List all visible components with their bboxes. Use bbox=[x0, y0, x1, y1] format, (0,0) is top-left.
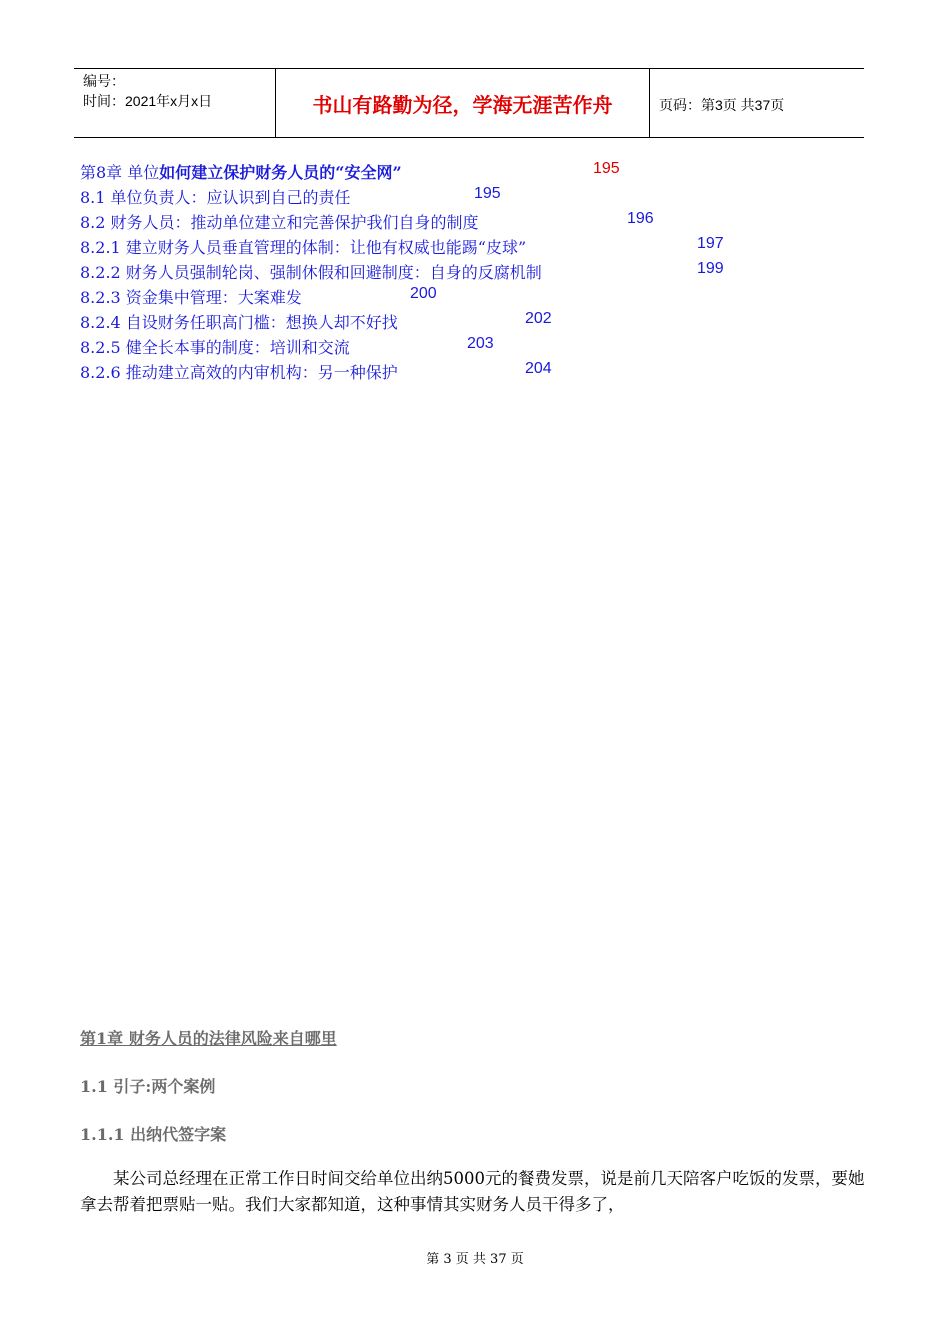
body-paragraph: 某公司总经理在正常工作日时间交给单位出纳5000元的餐费发票，说是前几天陪客户吃饭的发票，要她拿去帮着把票贴一贴。我们大家都知道，这种事情其实财务人员干得多了， bbox=[80, 1169, 865, 1214]
toc-entry-title: 8.2.1 建立财务人员垂直管理的体制：让他有权威也能踢“皮球” bbox=[80, 238, 527, 257]
toc-entry-page: 196 bbox=[627, 210, 654, 227]
page-footer: 第 3 页 共 37 页 bbox=[426, 1252, 524, 1267]
toc-entry-page: 195 bbox=[474, 185, 501, 202]
toc-entry[interactable] bbox=[80, 185, 840, 207]
subsection-heading: 1.1.1 出纳代签字案 bbox=[80, 1125, 227, 1144]
toc-entry-title: 8.2.5 健全长本事的制度：培训和交流 bbox=[80, 338, 350, 357]
toc-entry-title: 8.2.2 财务人员强制轮岗、强制休假和回避制度：自身的反腐机制 bbox=[80, 263, 542, 282]
toc-entry-page: 197 bbox=[697, 235, 724, 252]
toc-entry-page: 199 bbox=[697, 260, 724, 277]
toc-entry-page: 195 bbox=[593, 160, 620, 177]
toc-entry[interactable] bbox=[80, 260, 840, 282]
toc-entry-page: 204 bbox=[525, 360, 552, 377]
toc-entry-title: 8.2.3 资金集中管理：大案难发 bbox=[80, 288, 302, 307]
toc-entry-title: 8.2.4 自设财务任职高门槛：想换人却不好找 bbox=[80, 313, 398, 332]
toc-entry-prefix: 第8章 单位 bbox=[80, 163, 160, 182]
time-label: 时间：2021年x月x日 bbox=[83, 93, 213, 109]
toc-entry[interactable] bbox=[80, 335, 840, 357]
page-info: 页码：第3页 共37页 bbox=[659, 97, 785, 113]
toc-entry-title: 8.2 财务人员：推动单位建立和完善保护我们自身的制度 bbox=[80, 213, 479, 232]
chapter-heading: 第1章 财务人员的法律风险来自哪里 bbox=[80, 1029, 337, 1048]
toc-entry[interactable] bbox=[80, 310, 840, 332]
toc-entry-bold: 如何建立保护财务人员的“安全网” bbox=[159, 163, 402, 182]
toc-entry-title: 8.1 单位负责人：应认识到自己的责任 bbox=[80, 188, 351, 207]
number-label: 编号： bbox=[83, 73, 125, 89]
toc-entry[interactable] bbox=[80, 360, 840, 382]
motto: 书山有路勤为径，学海无涯苦作舟 bbox=[312, 92, 613, 117]
header-right-cell bbox=[649, 69, 865, 137]
toc-entry-page: 200 bbox=[410, 285, 437, 302]
toc-entry[interactable] bbox=[80, 285, 840, 307]
toc-entry-page: 203 bbox=[467, 335, 494, 352]
toc-entry-title: 8.2.6 推动建立高效的内审机构：另一种保护 bbox=[80, 363, 398, 382]
header-left-cell bbox=[74, 69, 276, 137]
section-heading: 1.1 引子:两个案例 bbox=[80, 1077, 216, 1096]
toc-entry[interactable] bbox=[80, 210, 840, 232]
header-table bbox=[74, 68, 864, 138]
toc-entry[interactable] bbox=[80, 160, 840, 182]
toc-entry[interactable] bbox=[80, 235, 840, 257]
toc-entry-page: 202 bbox=[525, 310, 552, 327]
